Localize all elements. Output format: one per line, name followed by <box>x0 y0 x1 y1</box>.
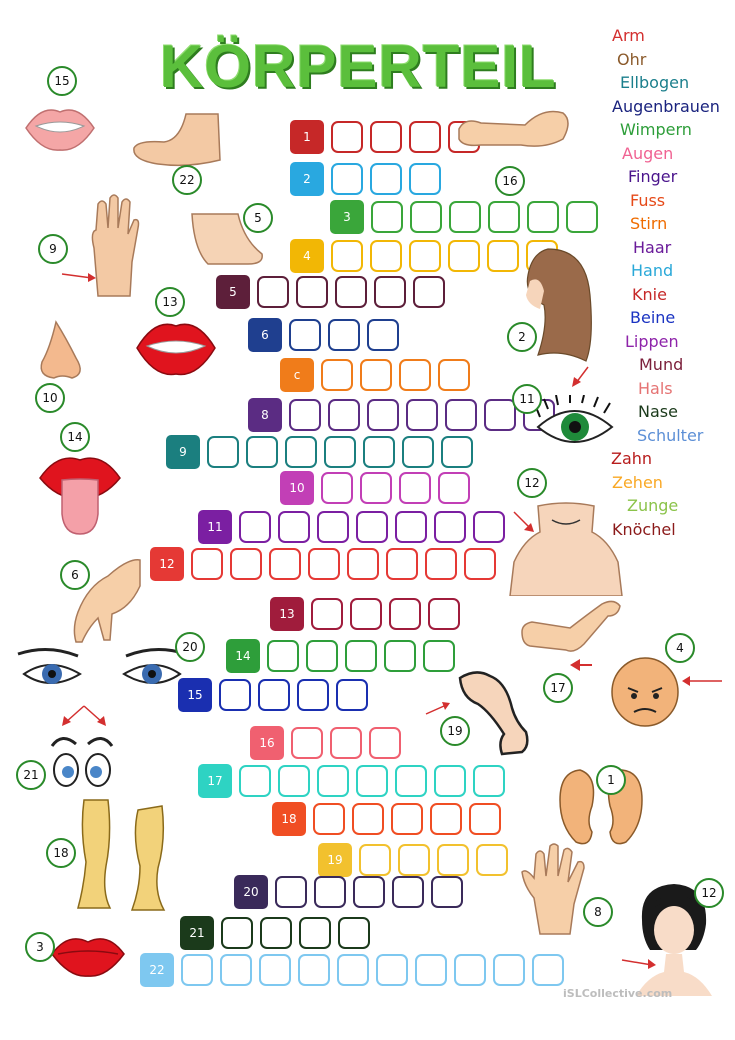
word-list-item: Finger <box>628 167 678 186</box>
picture-badge: 5 <box>243 203 273 233</box>
row-number-box: 13 <box>270 597 304 631</box>
letter-cell[interactable] <box>313 803 345 835</box>
letter-cell[interactable] <box>445 399 477 431</box>
picture-badge: 17 <box>543 673 573 703</box>
arm-picture <box>455 105 575 160</box>
arrow-icon <box>568 365 592 391</box>
word-list-item: Lippen <box>625 331 679 351</box>
arrow-icon <box>512 510 538 536</box>
letter-cell[interactable] <box>275 876 307 908</box>
bald-head-picture <box>608 654 682 730</box>
foot-side-picture <box>128 110 224 172</box>
row-number-box: 18 <box>272 802 306 836</box>
word-list-item: Zunge <box>627 496 679 515</box>
letter-cell[interactable] <box>207 436 239 468</box>
word-list-item: Wimpern <box>620 120 692 139</box>
picture-badge: 1 <box>596 765 626 795</box>
letter-cell[interactable] <box>367 399 399 431</box>
letter-cell[interactable] <box>415 954 447 986</box>
picture-badge: 19 <box>440 716 470 746</box>
letter-cell[interactable] <box>191 548 223 580</box>
letter-cell[interactable] <box>269 548 301 580</box>
letter-cell[interactable] <box>399 472 431 504</box>
letter-cell[interactable] <box>473 765 505 797</box>
letter-cell[interactable] <box>306 640 338 672</box>
letter-cell[interactable] <box>278 765 310 797</box>
letter-cell[interactable] <box>367 319 399 351</box>
letter-cell[interactable] <box>246 436 278 468</box>
letter-cell[interactable] <box>431 876 463 908</box>
crossword-row <box>272 802 505 836</box>
letter-cell[interactable] <box>399 359 431 391</box>
arrow-icon <box>424 700 452 718</box>
row-number-box: 11 <box>198 510 232 544</box>
arrow-icon <box>620 956 660 970</box>
letter-cell[interactable] <box>352 803 384 835</box>
picture-badge: 6 <box>60 560 90 590</box>
mouth-teeth-picture <box>133 316 219 380</box>
crossword-row <box>180 916 374 950</box>
crossword-row <box>318 843 512 877</box>
letter-cell[interactable] <box>289 399 321 431</box>
word-list-item: Augen <box>622 143 674 163</box>
letter-cell[interactable] <box>347 548 379 580</box>
letter-cell[interactable] <box>371 201 403 233</box>
legs-picture <box>66 796 180 920</box>
letter-cell[interactable] <box>370 240 402 272</box>
letter-cell[interactable] <box>406 399 438 431</box>
crossword-row <box>198 510 509 544</box>
letter-cell[interactable] <box>331 121 363 153</box>
letter-cell[interactable] <box>278 511 310 543</box>
letter-cell[interactable] <box>359 844 391 876</box>
letter-cell[interactable] <box>413 276 445 308</box>
letter-cell[interactable] <box>409 240 441 272</box>
crossword-row <box>290 162 445 196</box>
letter-cell[interactable] <box>527 201 559 233</box>
row-number-box: 22 <box>140 953 174 987</box>
letter-cell[interactable] <box>487 240 519 272</box>
crossword-row <box>248 318 403 352</box>
arrow-icon <box>680 674 724 688</box>
picture-badge: 13 <box>155 287 185 317</box>
letter-cell[interactable] <box>493 954 525 986</box>
word-list-item: Knie <box>632 284 667 304</box>
row-number-box: 17 <box>198 764 232 798</box>
crossword-row <box>150 547 500 581</box>
word-list-item: Arm <box>612 26 645 45</box>
row-number-box: 12 <box>150 547 184 581</box>
word-list-item: Fuss <box>630 190 666 210</box>
letter-cell[interactable] <box>360 359 392 391</box>
letter-cell[interactable] <box>410 201 442 233</box>
word-list-item: Augenbrauen <box>612 96 720 116</box>
letter-cell[interactable] <box>330 727 362 759</box>
letter-cell[interactable] <box>441 436 473 468</box>
letter-cell[interactable] <box>363 436 395 468</box>
word-list-item: Nase <box>638 402 678 421</box>
picture-badge: 20 <box>175 632 205 662</box>
letter-cell[interactable] <box>291 727 323 759</box>
letter-cell[interactable] <box>259 954 291 986</box>
letter-cell[interactable] <box>370 121 402 153</box>
row-number-box: 15 <box>178 678 212 712</box>
letter-cell[interactable] <box>338 917 370 949</box>
letter-cell[interactable] <box>370 163 402 195</box>
letter-cell[interactable] <box>299 917 331 949</box>
picture-badge: 21 <box>16 760 46 790</box>
letter-cell[interactable] <box>409 121 441 153</box>
row-number-box: 8 <box>248 398 282 432</box>
letter-cell[interactable] <box>267 640 299 672</box>
eyes-brows-picture <box>14 646 190 696</box>
letter-cell[interactable] <box>425 548 457 580</box>
letter-cell[interactable] <box>389 598 421 630</box>
tongue-picture <box>36 448 124 538</box>
picture-badge: 3 <box>25 932 55 962</box>
crossword-row <box>178 678 372 712</box>
word-list-item: Hand <box>631 261 674 280</box>
row-number-box: 1 <box>290 120 324 154</box>
crossword-row <box>166 435 477 469</box>
letter-cell[interactable] <box>219 679 251 711</box>
row-number-box: 9 <box>166 435 200 469</box>
letter-cell[interactable] <box>476 844 508 876</box>
crossword-row <box>140 953 568 987</box>
letter-cell[interactable] <box>220 954 252 986</box>
letter-cell[interactable] <box>423 640 455 672</box>
letter-cell[interactable] <box>438 359 470 391</box>
letter-cell[interactable] <box>221 917 253 949</box>
crossword-row <box>250 726 405 760</box>
letter-cell[interactable] <box>258 679 290 711</box>
letter-cell[interactable] <box>356 511 388 543</box>
letter-cell[interactable] <box>331 163 363 195</box>
crossword-row <box>330 200 602 234</box>
letter-cell[interactable] <box>289 319 321 351</box>
letter-cell[interactable] <box>257 276 289 308</box>
word-list-item: Beine <box>630 308 676 327</box>
letter-cell[interactable] <box>395 511 427 543</box>
letter-cell[interactable] <box>239 511 271 543</box>
crossword-row <box>280 471 474 505</box>
picture-badge: 12 <box>517 468 547 498</box>
row-number-box: 21 <box>180 916 214 950</box>
letter-cell[interactable] <box>532 954 564 986</box>
letter-cell[interactable] <box>437 844 469 876</box>
letter-cell[interactable] <box>328 399 360 431</box>
word-list-item: Mund <box>639 355 684 374</box>
letter-cell[interactable] <box>308 548 340 580</box>
row-number-box: 20 <box>234 875 268 909</box>
row-number-box: 16 <box>250 726 284 760</box>
word-list-item: Knöchel <box>612 519 676 539</box>
picture-badge: 10 <box>35 383 65 413</box>
crossword-row <box>226 639 459 673</box>
letter-cell[interactable] <box>469 803 501 835</box>
letter-cell[interactable] <box>311 598 343 630</box>
letter-cell[interactable] <box>230 548 262 580</box>
knee-picture <box>456 668 532 758</box>
letter-cell[interactable] <box>353 876 385 908</box>
picture-badge: 9 <box>38 234 68 264</box>
red-lips-picture <box>48 930 128 980</box>
picture-badge: 18 <box>46 838 76 868</box>
word-list-item: Schulter <box>637 425 704 445</box>
letter-cell[interactable] <box>337 954 369 986</box>
letter-cell[interactable] <box>392 876 424 908</box>
row-number-box: 2 <box>290 162 324 196</box>
watermark: iSLCollective.com <box>563 987 673 1000</box>
letter-cell[interactable] <box>376 954 408 986</box>
letter-cell[interactable] <box>285 436 317 468</box>
letter-cell[interactable] <box>335 276 367 308</box>
letter-cell[interactable] <box>449 201 481 233</box>
letter-cell[interactable] <box>566 201 598 233</box>
row-number-box: 6 <box>248 318 282 352</box>
letter-cell[interactable] <box>345 640 377 672</box>
picture-badge: 14 <box>60 422 90 452</box>
letter-cell[interactable] <box>398 844 430 876</box>
letter-cell[interactable] <box>434 765 466 797</box>
letter-cell[interactable] <box>448 240 480 272</box>
letter-cell[interactable] <box>409 163 441 195</box>
word-list-item: Zahn <box>611 449 653 468</box>
row-number-box: 14 <box>226 639 260 673</box>
picture-badge: 11 <box>512 384 542 414</box>
letter-cell[interactable] <box>473 511 505 543</box>
letter-cell[interactable] <box>369 727 401 759</box>
letter-cell[interactable] <box>321 359 353 391</box>
letter-cell[interactable] <box>181 954 213 986</box>
cartoon-eyes-picture <box>46 726 118 788</box>
worksheet-title: KÖRPERTEIL <box>160 33 557 100</box>
letter-cell[interactable] <box>321 472 353 504</box>
letter-cell[interactable] <box>434 511 466 543</box>
letter-cell[interactable] <box>402 436 434 468</box>
letter-cell[interactable] <box>428 598 460 630</box>
crossword-row <box>270 597 464 631</box>
eye-picture <box>534 395 616 457</box>
letter-cell[interactable] <box>391 803 423 835</box>
letter-cell[interactable] <box>324 436 356 468</box>
letter-cell[interactable] <box>356 765 388 797</box>
letter-cell[interactable] <box>298 954 330 986</box>
letter-cell[interactable] <box>430 803 462 835</box>
lips-teeth-picture <box>22 100 98 158</box>
word-list-item: Zehen <box>612 472 663 492</box>
row-number-box: c <box>280 358 314 392</box>
letter-cell[interactable] <box>260 917 292 949</box>
letter-cell[interactable] <box>464 548 496 580</box>
crossword-row <box>280 358 474 392</box>
letter-cell[interactable] <box>438 472 470 504</box>
letter-cell[interactable] <box>317 511 349 543</box>
picture-badge: 22 <box>172 165 202 195</box>
letter-cell[interactable] <box>239 765 271 797</box>
crossword-row <box>198 764 509 798</box>
crossword-row <box>234 875 467 909</box>
letter-cell[interactable] <box>484 399 516 431</box>
word-list-item: Ellbogen <box>620 73 690 92</box>
row-number-box: 4 <box>290 239 324 273</box>
letter-cell[interactable] <box>488 201 520 233</box>
arrow-icon <box>56 702 112 730</box>
word-list-item: Hals <box>638 378 673 398</box>
letter-cell[interactable] <box>297 679 329 711</box>
letter-cell[interactable] <box>328 319 360 351</box>
picture-badge: 4 <box>665 633 695 663</box>
letter-cell[interactable] <box>350 598 382 630</box>
crossword-row <box>216 275 449 309</box>
word-list-item: Ohr <box>617 49 647 69</box>
row-number-box: 5 <box>216 275 250 309</box>
letter-cell[interactable] <box>384 640 416 672</box>
letter-cell[interactable] <box>395 765 427 797</box>
word-list-item: Stirn <box>630 214 668 233</box>
letter-cell[interactable] <box>360 472 392 504</box>
letter-cell[interactable] <box>336 679 368 711</box>
open-hand-picture <box>520 842 590 938</box>
row-number-box: 19 <box>318 843 352 877</box>
letter-cell[interactable] <box>331 240 363 272</box>
letter-cell[interactable] <box>296 276 328 308</box>
letter-cell[interactable] <box>386 548 418 580</box>
row-number-box: 3 <box>330 200 364 234</box>
row-number-box: 10 <box>280 471 314 505</box>
letter-cell[interactable] <box>317 765 349 797</box>
nose-picture <box>32 318 88 382</box>
picture-badge: 2 <box>507 322 537 352</box>
arrow-icon <box>60 270 100 284</box>
picture-badge: 15 <box>47 66 77 96</box>
letter-cell[interactable] <box>454 954 486 986</box>
picture-badge: 8 <box>583 897 613 927</box>
letter-cell[interactable] <box>314 876 346 908</box>
picture-badge: 16 <box>495 166 525 196</box>
word-list-item: Haar <box>633 237 672 257</box>
arrow-icon <box>566 656 594 674</box>
letter-cell[interactable] <box>374 276 406 308</box>
picture-badge: 12 <box>694 878 724 908</box>
